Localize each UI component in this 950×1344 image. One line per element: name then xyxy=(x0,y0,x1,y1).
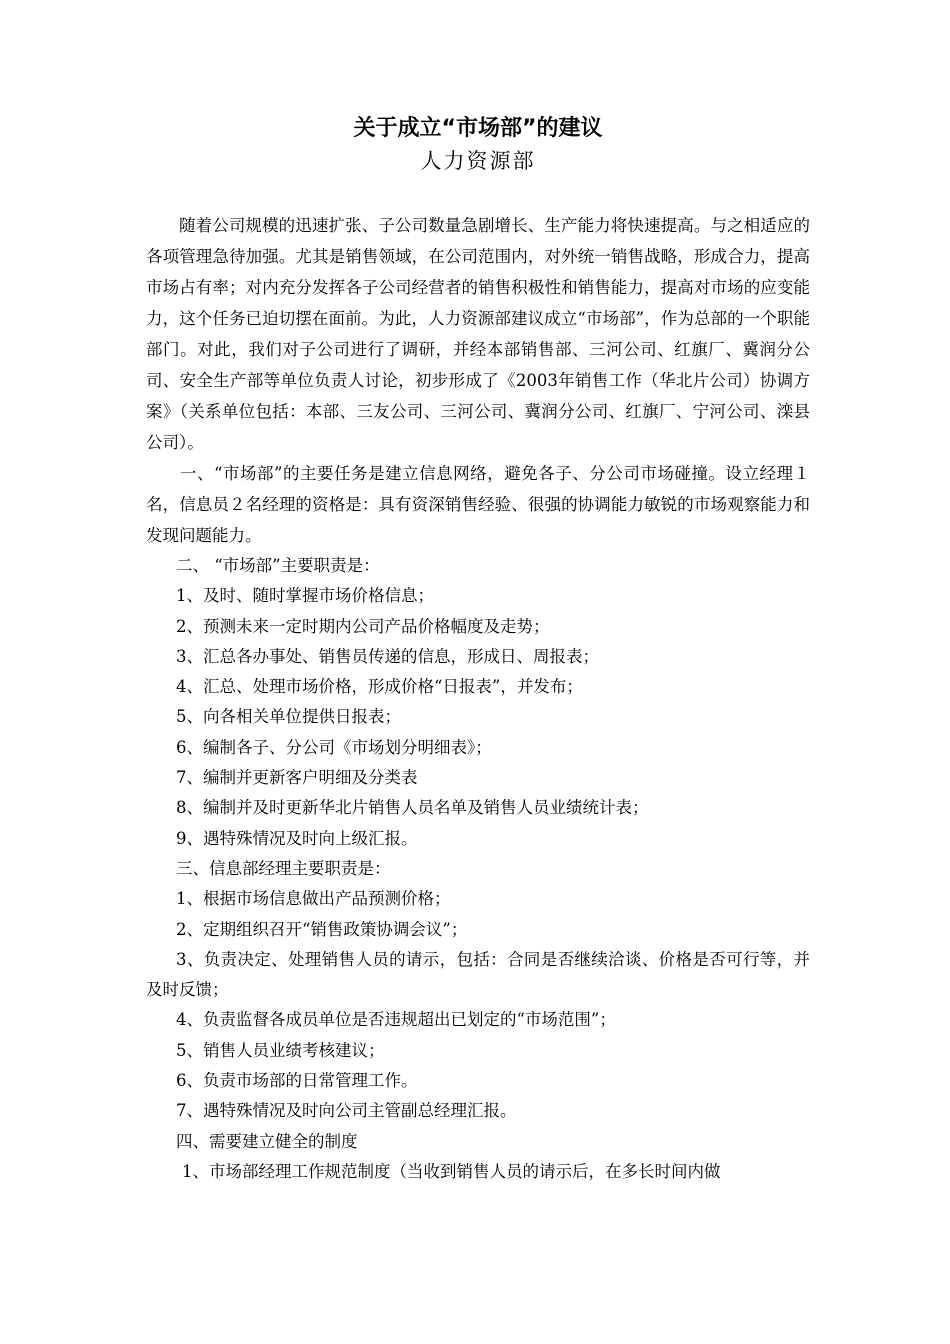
section2-item-2: 2、预测未来一定时期内公司产品价格幅度及走势； xyxy=(176,616,550,636)
section2-item-3: 3、汇总各办事处、销售员传递的信息，形成日、周报表； xyxy=(176,646,599,666)
section2-item-5: 5、向各相关单位提供日报表； xyxy=(176,707,401,727)
section2-item-4: 4、汇总、处理市场价格，形成价格“日报表”，并发布； xyxy=(176,677,583,697)
intro-paragraph: 随着公司规模的迅速扩张、子公司数量急剧增长、生产能力将快速提高。与之相适应的各项管理急待加强。尤其是销售领域，在公司范围内，对外统一销售战略，形成合力，提高市场占有率；对内充分发挥各子公司经营者的销售积极性和销售能力，提高对市场的应变能力，这个任务已迫切摆在面前。为此，人力资源部建议成立“市场部”，作为总部的一个职能部门。对此，我们对子公司进行了调研，并经本部销售部、三河公司、红旗厂、冀润分公司、安全生产部等单位负责人讨论，初步形成了《2003年销售工作（华北片公司）协调方案》（关系单位包括：本部、三友公司、三河公司、冀润分公司、红旗厂、宁河公司、滦县公司）。 xyxy=(146,216,810,452)
section3-item-6: 6、负责市场部的日常管理工作。 xyxy=(176,1071,418,1091)
section3-heading: 三、信息部经理主要职责是： xyxy=(176,858,391,878)
section2-item-7: 7、编制并更新客户明细及分类表 xyxy=(176,768,418,788)
document-title: 关于成立“市场部”的建议 xyxy=(353,116,603,141)
section4-heading: 四、需要建立健全的制度 xyxy=(176,1131,358,1151)
section2-item-9: 9、遇特殊情况及时向上级汇报。 xyxy=(176,828,418,848)
document-subtitle: 人力资源部 xyxy=(420,149,536,173)
section1-paragraph: 一、“市场部”的主要任务是建立信息网络，避免各子、分公司市场碰撞。设立经理１名，信息员２名经理的资格是：具有资深销售经验、很强的协调能力敏锐的市场观察能力和发现问题能力。 xyxy=(146,464,810,545)
section3-item-1: 1、根据市场信息做出产品预测价格； xyxy=(176,889,451,909)
section3-item-4: 4、负责监督各成员单位是否违规超出已划定的“市场范围”； xyxy=(176,1010,616,1030)
section2-heading: 二、 “市场部”主要职责是： xyxy=(176,556,380,575)
section2-item-6: 6、编制各子、分公司《市场划分明细表》； xyxy=(176,737,492,757)
section3-item-3: 3、负责决定、处理销售人员的请示，包括：合同是否继续洽谈、价格是否可行等，并及时反馈； xyxy=(146,949,810,1000)
section2-item-8: 8、编制并及时更新华北片销售人员名单及销售人员业绩统计表； xyxy=(176,798,649,818)
section2-item-1: 1、及时、随时掌握市场价格信息； xyxy=(176,586,434,606)
section4-item-1: 1、市场部经理工作规范制度（当收到销售人员的请示后，在多长时间内做 xyxy=(182,1161,721,1181)
section3-item-5: 5、销售人员业绩考核建议； xyxy=(176,1040,385,1060)
section3-item-7: 7、遇特殊情况及时向公司主管副总经理汇报。 xyxy=(176,1101,517,1121)
section3-item-2: 2、定期组织召开“销售政策协调会议”； xyxy=(176,919,468,939)
document-page xyxy=(146,112,810,1187)
